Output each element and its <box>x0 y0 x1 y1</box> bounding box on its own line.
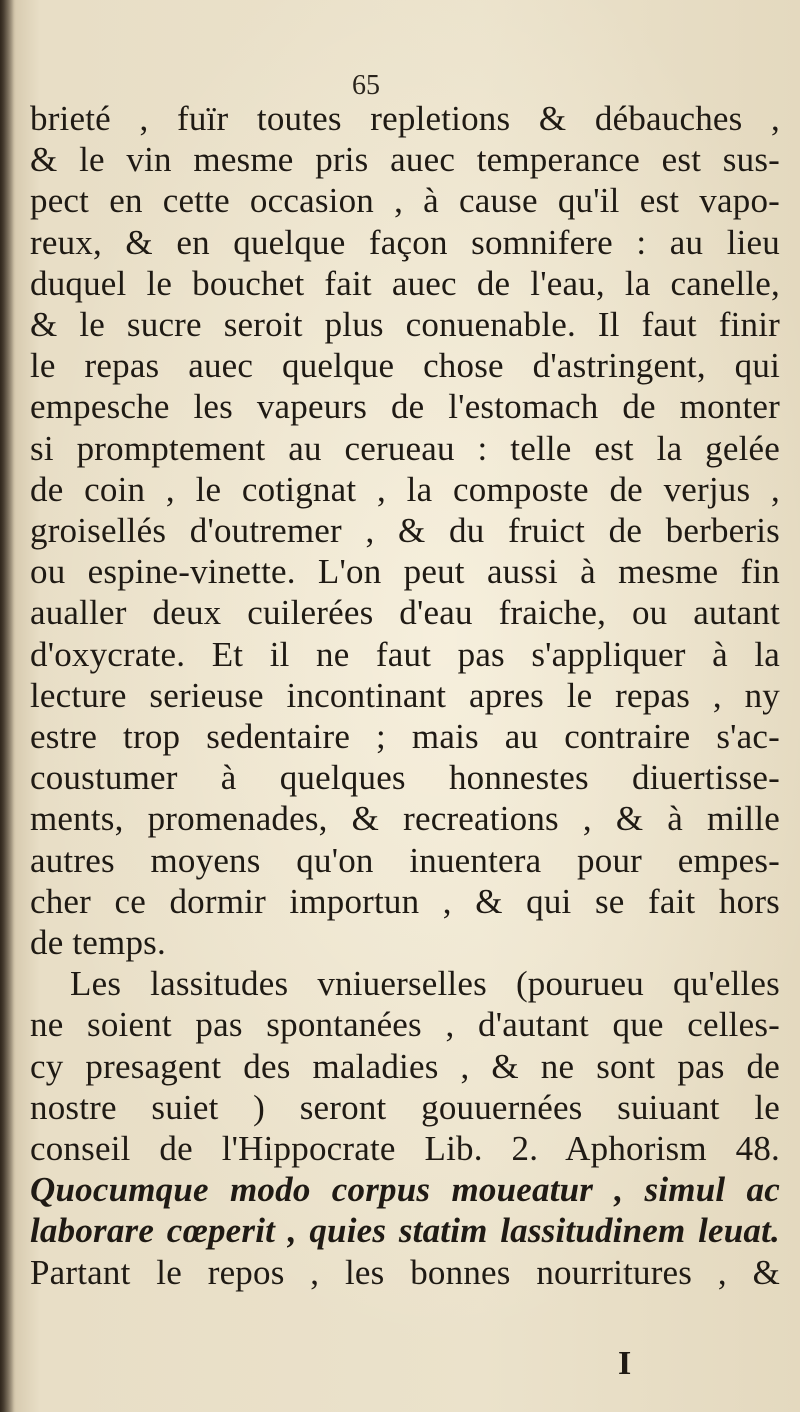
text-line: conseil de l'Hippocrate Lib. 2. Aphorism 48. <box>30 1129 780 1169</box>
text-line: groisellés d'outremer , & du fruict de berberis <box>30 511 780 551</box>
text-line: ne soient pas spontanées , d'autant que celles- <box>30 1005 780 1045</box>
text-line: le repas auec quelque chose d'astringent, qui <box>30 346 780 386</box>
text-line: estre trop sedentaire ; mais au contraire s'ac- <box>30 717 780 757</box>
text-line: Partant le repos , les bonnes nourritures , & <box>30 1252 780 1292</box>
paragraph-start-line: Les lassitudes vniuerselles (pourueu qu'elles <box>70 964 780 1004</box>
body-text <box>30 98 780 1293</box>
text-line: lecture serieuse incontinant apres le repas , ny <box>30 675 780 715</box>
latin-quote-line: laborare cœperit , quies statim lassitudinem leuat. <box>30 1211 780 1251</box>
gutter-shadow <box>0 0 14 1412</box>
text-line: duquel le bouchet fait auec de l'eau, la canelle, <box>30 263 780 303</box>
text-line: aualler deux cuilerées d'eau fraiche, ou autant <box>30 593 780 633</box>
text-line: de coin , le cotignat , la composte de verjus , <box>30 469 780 509</box>
text-line: ou espine-vinette. L'on peut aussi à mesme fin <box>30 552 780 592</box>
text-line: & le sucre seroit plus conuenable. Il faut finir <box>30 305 780 345</box>
text-line: cher ce dormir importun , & qui se fait hors <box>30 881 780 921</box>
signature-mark: I <box>618 1345 632 1382</box>
text-line: de temps. <box>30 923 166 963</box>
text-line: si promptement au cerueau : telle est la gelée <box>30 428 780 468</box>
text-line: cy presagent des maladies , & ne sont pas de <box>30 1046 780 1086</box>
text-line: nostre suiet ) seront gouuernées suiuant le <box>30 1087 780 1127</box>
latin-quote-line: Quocumque modo corpus moueatur , simul ac <box>30 1170 780 1210</box>
text-line: d'oxycrate. Et il ne faut pas s'appliquer à la <box>30 634 780 674</box>
text-line: reux, & en quelque façon somnifere : au lieu <box>30 222 780 262</box>
text-line: brieté , fuïr toutes repletions & débauches , <box>30 99 780 138</box>
text-line: autres moyens qu'on inuentera pour empes- <box>30 840 780 880</box>
text-line: pect en cette occasion , à cause qu'il est vapo- <box>30 181 780 221</box>
text-line: coustumer à quelques honnestes diuertisse- <box>30 758 780 798</box>
text-line: & le vin mesme pris auec temperance est sus- <box>30 140 780 180</box>
text-line: ments, promenades, & recreations , & à mille <box>30 799 780 839</box>
text-line: empesche les vapeurs de l'estomach de monter <box>30 387 780 427</box>
page-number: 65 <box>352 70 380 101</box>
